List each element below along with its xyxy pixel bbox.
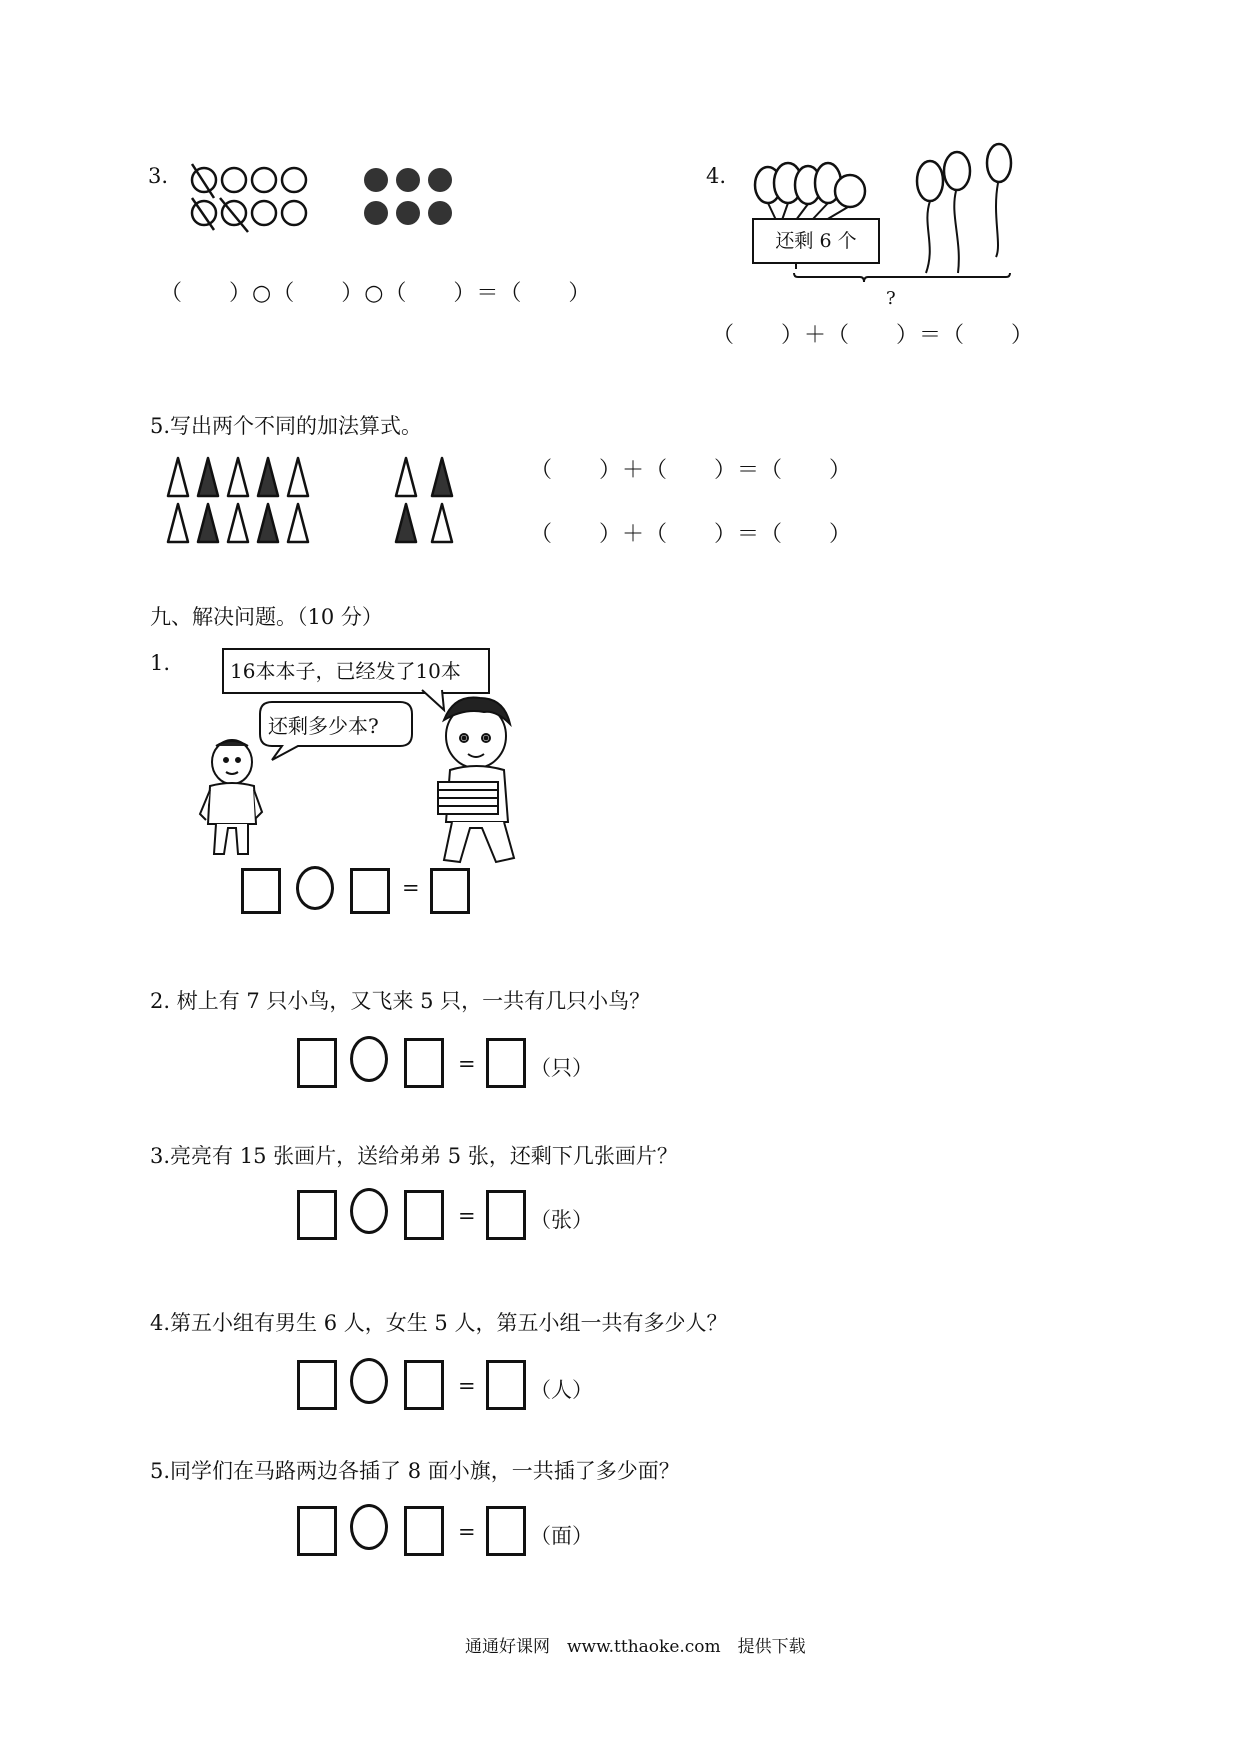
p3-prompt: 3.亮亮有 15 张画片，送给弟弟 5 张，还剩下几张画片？: [150, 1144, 678, 1168]
p2-equals-sign: =: [458, 1052, 476, 1076]
boy-with-books-figure: [424, 690, 534, 870]
section-heading: 九、解决问题。（10 分）: [150, 605, 383, 629]
boy-small-figure: [196, 738, 276, 858]
question-mark: ?: [886, 288, 896, 309]
q3-number: 3.: [148, 164, 169, 188]
p5-prompt: 5.同学们在马路两边各插了 8 面小旗，一共插了多少面？: [150, 1459, 680, 1483]
p1-answer-box-1[interactable]: [241, 868, 281, 914]
remaining-label: 还剩 6 个: [775, 230, 857, 252]
question-bubble-text: 还剩多少本?: [268, 714, 379, 738]
p1-equals-sign: =: [402, 876, 420, 900]
remaining-label-box: [752, 218, 880, 264]
p3-operator-circle[interactable]: [350, 1188, 388, 1234]
p5-operator-circle[interactable]: [350, 1504, 388, 1550]
p4-prompt: 4.第五小组有男生 6 人，女生 5 人，第五小组一共有多少人？: [150, 1311, 728, 1335]
p4-answer-box-3[interactable]: [486, 1360, 526, 1410]
p3-unit: （张）: [530, 1208, 593, 1232]
q4-number: 4.: [706, 164, 727, 188]
p4-answer-box-1[interactable]: [297, 1360, 337, 1410]
p3-answer-box-3[interactable]: [486, 1190, 526, 1240]
triangles-figure: [166, 456, 466, 546]
p5-answer-box-3[interactable]: [486, 1506, 526, 1556]
p5-equals-sign: =: [458, 1520, 476, 1544]
p5-unit: （面）: [530, 1524, 593, 1548]
p5-answer-box-2[interactable]: [404, 1506, 444, 1556]
p3-equals-sign: =: [458, 1204, 476, 1228]
statement-bubble-text: 16本本子，已经发了10本: [230, 659, 461, 683]
p1-answer-box-3[interactable]: [430, 868, 470, 914]
footer-text: 通通好课网 www.tthaoke.com 提供下载: [465, 1637, 806, 1657]
p2-answer-box-3[interactable]: [486, 1038, 526, 1088]
q5-prompt: 5.写出两个不同的加法算式。: [150, 414, 423, 438]
p2-answer-box-2[interactable]: [404, 1038, 444, 1088]
q5-equation-2: （ ）＋（ ）＝（ ）: [530, 522, 853, 547]
p1-number: 1.: [150, 651, 171, 675]
p2-answer-box-1[interactable]: [297, 1038, 337, 1088]
p2-unit: （只）: [530, 1056, 593, 1080]
p3-answer-box-1[interactable]: [297, 1190, 337, 1240]
q3-circles-figure: [190, 162, 470, 232]
q4-equation: （ ）＋（ ）＝（ ）: [712, 323, 1035, 348]
p4-answer-box-2[interactable]: [404, 1360, 444, 1410]
p5-answer-box-1[interactable]: [297, 1506, 337, 1556]
q3-equation: （ ）○（ ）○（ ）＝（ ）: [160, 281, 592, 306]
p2-prompt: 2. 树上有 7 只小鸟，又飞来 5 只，一共有几只小鸟？: [150, 989, 651, 1013]
p1-operator-circle[interactable]: [296, 866, 334, 910]
p2-operator-circle[interactable]: [350, 1036, 388, 1082]
p3-answer-box-2[interactable]: [404, 1190, 444, 1240]
p4-equals-sign: =: [458, 1374, 476, 1398]
q5-equation-1: （ ）＋（ ）＝（ ）: [530, 458, 853, 483]
p1-answer-box-2[interactable]: [350, 868, 390, 914]
p4-unit: （人）: [530, 1378, 593, 1402]
p4-operator-circle[interactable]: [350, 1358, 388, 1404]
